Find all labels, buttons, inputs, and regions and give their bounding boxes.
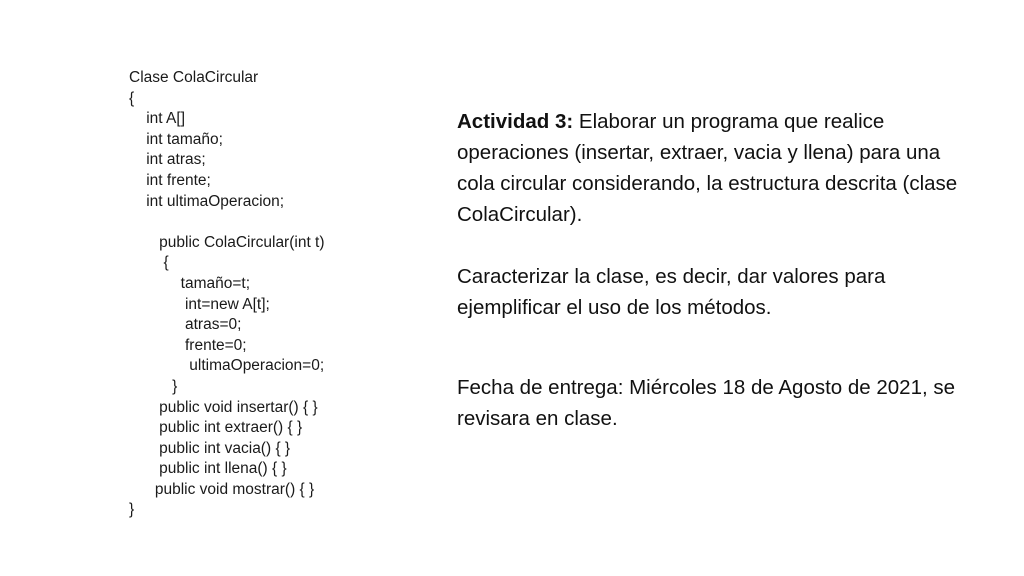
code-line: { (129, 254, 169, 272)
code-line: atras=0; (129, 316, 242, 334)
activity-description (457, 106, 977, 230)
code-line: public int llena() { } (129, 460, 287, 478)
class-code-listing (129, 68, 429, 521)
code-line: public ColaCircular(int t) (129, 233, 325, 251)
activity-instruction: Caracterizar la clase, es decir, dar valores para ejemplificar el uso de los métodos. (457, 265, 886, 319)
code-line: int A[] (129, 110, 185, 128)
code-line: int tamaño; (129, 130, 223, 148)
code-line: } (129, 377, 178, 395)
code-line: public void insertar() { } (129, 398, 318, 416)
code-line: int frente; (129, 171, 211, 189)
code-line: int atras; (129, 151, 206, 169)
activity-description-text: Elaborar un programa que realice operaciones (insertar, extraer, vacia y llena) para una cola circular considerando, la estructura descrita (clase ColaCircular). (457, 110, 958, 226)
code-line: int ultimaOperacion; (129, 192, 285, 210)
activity-heading: Actividad 3: (457, 110, 574, 133)
code-line: tamaño=t; (129, 274, 251, 292)
activity-text (457, 106, 977, 434)
code-line: public void mostrar() { } (129, 480, 315, 498)
due-date: Fecha de entrega: Miércoles 18 de Agosto de 2021, se revisara en clase. (457, 376, 956, 430)
code-line: { (129, 89, 135, 107)
code-line: Clase ColaCircular (129, 69, 259, 86)
code-line: } (129, 501, 135, 519)
code-line: ultimaOperacion=0; (129, 357, 325, 375)
code-line (129, 212, 429, 233)
code-line: public int extraer() { } (129, 419, 303, 437)
code-line: frente=0; (129, 336, 247, 354)
code-line: int=new A[t]; (129, 295, 270, 313)
code-line: public int vacia() { } (129, 439, 291, 457)
